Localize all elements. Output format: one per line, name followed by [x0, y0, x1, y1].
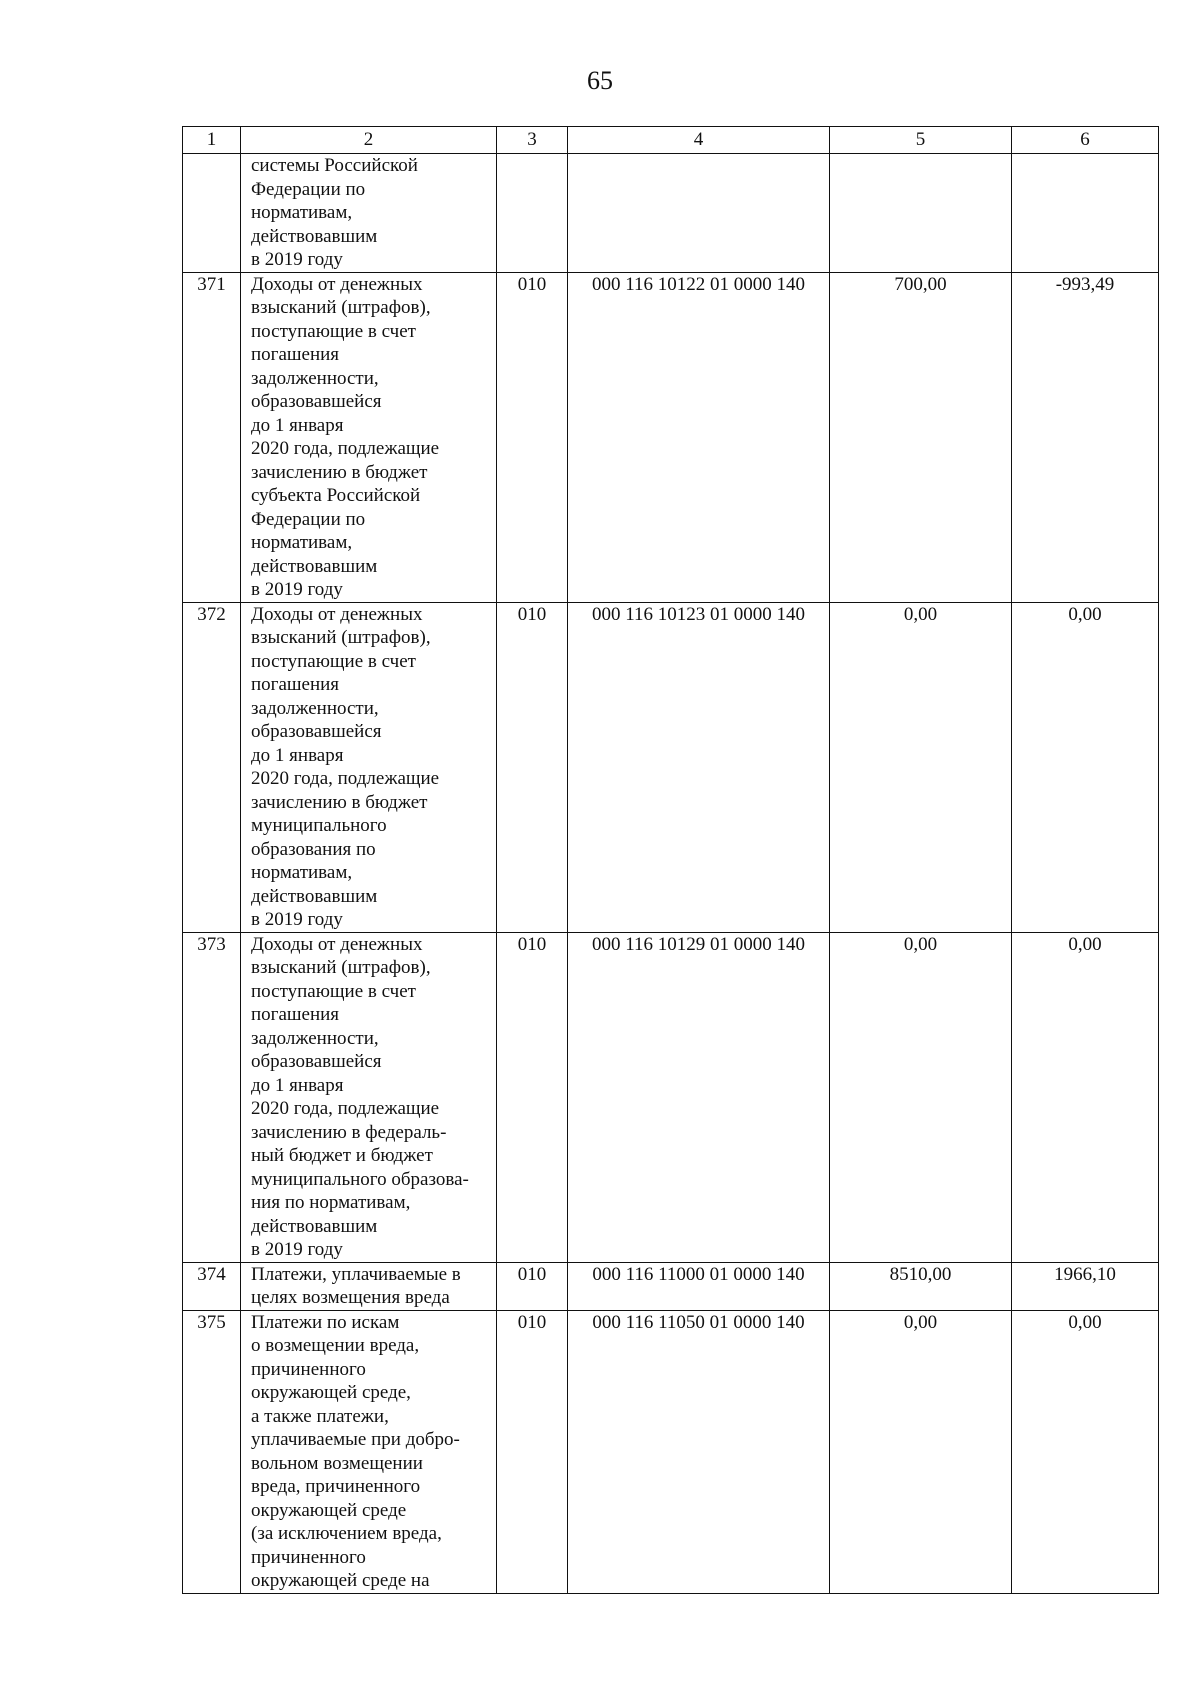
header-col-2: 2 — [241, 127, 497, 154]
row-admin-code: 010 — [497, 272, 568, 602]
table-row — [183, 154, 1159, 273]
row-value-col6: 0,00 — [1012, 932, 1159, 1262]
row-value-col6: 1966,10 — [1012, 1262, 1159, 1310]
row-number: 375 — [183, 1310, 241, 1593]
row-value-col6: 0,00 — [1012, 1310, 1159, 1593]
row-number: 374 — [183, 1262, 241, 1310]
row-value-col6: 0,00 — [1012, 602, 1159, 932]
row-admin-code: 010 — [497, 602, 568, 932]
table-row — [183, 932, 1159, 1262]
row-value-col6 — [1012, 154, 1159, 273]
page-number: 65 — [587, 66, 613, 95]
header-col-6: 6 — [1012, 127, 1159, 154]
row-value-col6: -993,49 — [1012, 272, 1159, 602]
table-row — [183, 1262, 1159, 1310]
row-value-col5 — [830, 154, 1012, 273]
row-value-col5: 700,00 — [830, 272, 1012, 602]
row-budget-code: 000 116 10122 01 0000 140 — [568, 272, 830, 602]
row-admin-code: 010 — [497, 1262, 568, 1310]
row-value-col5: 0,00 — [830, 602, 1012, 932]
table-row — [183, 1310, 1159, 1593]
header-col-5: 5 — [830, 127, 1012, 154]
table-row — [183, 602, 1159, 932]
row-name: Платежи по искам о возмещении вреда, причиненного окружающей среде, а также платежи, уплачиваемые при добро- вольном возмещении вреда, причиненного окружающей среде (за исключением вреда, причиненного окружающей среде на — [241, 1310, 497, 1593]
row-admin-code: 010 — [497, 1310, 568, 1593]
budget-table — [182, 126, 1159, 1594]
row-value-col5: 0,00 — [830, 1310, 1012, 1593]
table-header — [183, 127, 1159, 154]
row-number — [183, 154, 241, 273]
row-budget-code — [568, 154, 830, 273]
row-name: системы Российской Федерации по нормативам, действовавшим в 2019 году — [241, 154, 497, 273]
row-admin-code — [497, 154, 568, 273]
header-col-3: 3 — [497, 127, 568, 154]
table-row — [183, 272, 1159, 602]
header-row — [183, 127, 1159, 154]
row-value-col5: 0,00 — [830, 932, 1012, 1262]
row-admin-code: 010 — [497, 932, 568, 1262]
row-value-col5: 8510,00 — [830, 1262, 1012, 1310]
row-number: 373 — [183, 932, 241, 1262]
row-budget-code: 000 116 10123 01 0000 140 — [568, 602, 830, 932]
row-name: Доходы от денежных взысканий (штрафов), поступающие в счет погашения задолженности, образовавшейся до 1 января 2020 года, подлежащие зачислению в федераль- ный бюджет и бюджет муниципального образова- ния по нормативам, действовавшим в 2019 году — [241, 932, 497, 1262]
row-budget-code: 000 116 10129 01 0000 140 — [568, 932, 830, 1262]
table-body — [183, 154, 1159, 1594]
row-name: Доходы от денежных взысканий (штрафов), поступающие в счет погашения задолженности, образовавшейся до 1 января 2020 года, подлежащие зачислению в бюджет муниципального образования по нормативам, действовавшим в 2019 году — [241, 602, 497, 932]
header-col-4: 4 — [568, 127, 830, 154]
header-col-1: 1 — [183, 127, 241, 154]
row-number: 371 — [183, 272, 241, 602]
row-budget-code: 000 116 11050 01 0000 140 — [568, 1310, 830, 1593]
row-budget-code: 000 116 11000 01 0000 140 — [568, 1262, 830, 1310]
row-name: Платежи, уплачиваемые в целях возмещения вреда — [241, 1262, 497, 1310]
row-number: 372 — [183, 602, 241, 932]
row-name: Доходы от денежных взысканий (штрафов), поступающие в счет погашения задолженности, образовавшейся до 1 января 2020 года, подлежащие зачислению в бюджет субъекта Российской Федерации по нормативам, действовавшим в 2019 году — [241, 272, 497, 602]
